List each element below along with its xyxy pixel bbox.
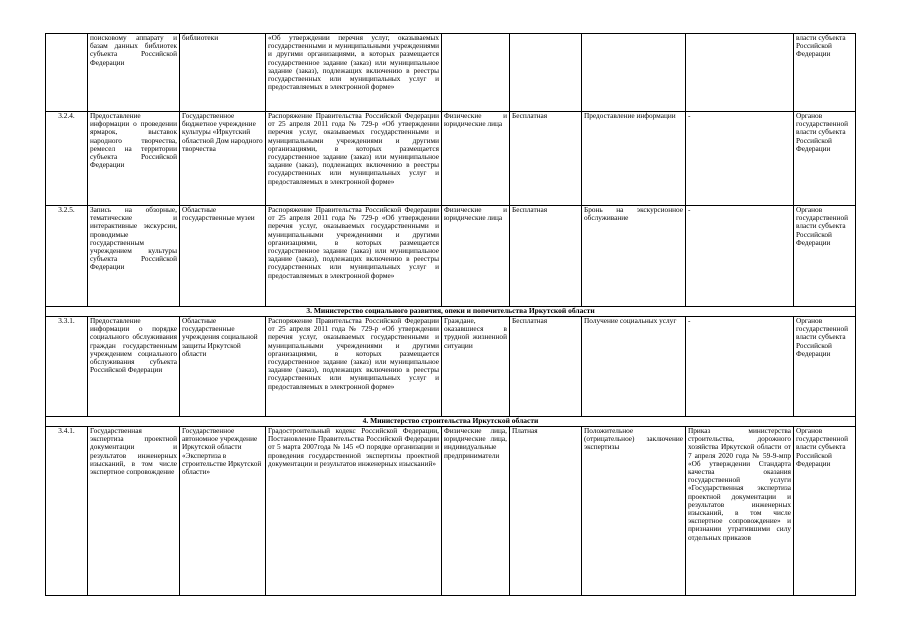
table-row [46, 427, 856, 596]
row-number: 3.3.1. [46, 317, 88, 417]
row-number: 3.2.4. [46, 112, 88, 206]
service-result: Получение социальных услуг [582, 317, 686, 417]
payment-type: Бесплатная [510, 112, 582, 206]
service-provider: Областные государственные учреждения социальной защиты Иркутской области [180, 317, 266, 417]
quality-regulation: - [686, 206, 794, 307]
row-number: 3.2.5. [46, 206, 88, 307]
quality-regulation: Приказ министерства строительства, дорожного хозяйства Иркутской области от 7 апреля 2020 года № 59-9-мпр «Об утверждении Стандарта качества оказания государственной услуги «Государственная экспертиза проектной документации и результатов инженерных изысканий, в том числе экспертное сопровождение» и признании утратившими силу отдельных приказов [686, 427, 794, 596]
table-row [46, 112, 856, 206]
service-provider: Государственное автономное учреждение Иркутской области «Экспертиза в строительстве Иркутской области» [180, 427, 266, 596]
payment-type: Бесплатная [510, 206, 582, 307]
service-name: Запись на обзорные, тематические и интерактивные экскурсии, проводимые государственным учреждением культуры субъекта Российской Федерации [88, 206, 180, 307]
row-number [46, 34, 88, 112]
document-page [45, 33, 856, 596]
service-name: поисковому аппарату и базам данных библиотек субъекта Российской Федерации [88, 34, 180, 112]
section-header-row [46, 417, 856, 427]
authority: Органов государственной власти субъекта Российской Федерации [794, 206, 856, 307]
service-recipients: Граждане, оказавшиеся в трудной жизненной ситуации [442, 317, 510, 417]
service-name: Предоставление информации о порядке социального обслуживания граждан государственным учреждением социального обслуживания субъекта Российской Федерации [88, 317, 180, 417]
service-recipients [442, 34, 510, 112]
table-row [46, 206, 856, 307]
quality-regulation [686, 34, 794, 112]
authority: Органов государственной власти субъекта Российской Федерации [794, 112, 856, 206]
payment-type: Платная [510, 427, 582, 596]
legal-basis: Распоряжение Правительства Российской Федерации от 25 апреля 2011 года № 729-р «Об утверждении перечня услуг, оказываемых государственными и муниципальными учреждениями и другими организациями, в которых размещается государственное задание (заказ) или муниципальное задание (заказ), подлежащих включению в реестры государственных или муниципальных услуг и предоставляемых в электронной форме» [266, 112, 442, 206]
payment-type: Бесплатная [510, 317, 582, 417]
service-provider: Областные государственные музеи [180, 206, 266, 307]
section-title: 4. Министерство строительства Иркутской области [46, 417, 856, 427]
service-result: Предоставление информации [582, 112, 686, 206]
service-result: Бронь на экскурсионное обслуживание [582, 206, 686, 307]
section-title: 3. Министерство социального развития, опеки и попечительства Иркутской области [46, 307, 856, 317]
authority: Органов государственной власти субъекта Российской Федерации [794, 317, 856, 417]
section-header-row [46, 307, 856, 317]
service-recipients: Физические и юридические лица [442, 112, 510, 206]
quality-regulation: - [686, 317, 794, 417]
service-name: Предоставление информации о проведении ярмарок, выставок народного творчества, ремесел на территории субъекта Российской Федерации [88, 112, 180, 206]
service-name: Государственная экспертиза проектной документации и результатов инженерных изысканий, в том числе экспертное сопровождение [88, 427, 180, 596]
row-number: 3.4.1. [46, 427, 88, 596]
service-recipients: Физические лица, юридические лица, индивидуальные предприниматели [442, 427, 510, 596]
quality-regulation: - [686, 112, 794, 206]
service-result: Положительное (отрицательное) заключение экспертизы [582, 427, 686, 596]
service-provider: Государственное бюджетное учреждение культуры «Иркутский областной Дом народного творчества [180, 112, 266, 206]
service-recipients: Физические и юридические лица [442, 206, 510, 307]
authority: власти субъекта Российской Федерации [794, 34, 856, 112]
legal-basis: Распоряжение Правительства Российской Федерации от 25 апреля 2011 года № 729-р «Об утверждении перечня услуг, оказываемых государственными и муниципальными учреждениями и другими организациями, в которых размещается государственное задание (заказ) или муниципальное задание (заказ), подлежащих включению в реестры государственных или муниципальных услуг и предоставляемых в электронной форме» [266, 206, 442, 307]
legal-basis: Градостроительный кодекс Российской Федерации, Постановление Правительства Российской Федерации от 5 марта 2007года № 145 «О порядке организации и проведения государственной экспертизы проектной документации и результатов инженерных изысканий» [266, 427, 442, 596]
table-row [46, 34, 856, 112]
authority: Органов государственной власти субъекта Российской Федерации [794, 427, 856, 596]
payment-type [510, 34, 582, 112]
service-provider: библиотеки [180, 34, 266, 112]
service-result [582, 34, 686, 112]
legal-basis: «Об утверждении перечня услуг, оказываемых государственными и муниципальными учреждениями и другими организациями, в которых размещается государственное задание (заказ) или муниципальное задание (заказ), подлежащих включению в реестры государственных или муниципальных услуг и предоставляемых в электронной форме» [266, 34, 442, 112]
table-row [46, 317, 856, 417]
services-table [45, 33, 856, 596]
legal-basis: Распоряжение Правительства Российской Федерации от 25 апреля 2011 года № 729-р «Об утверждении перечня услуг, оказываемых государственными и муниципальными учреждениями и другими организациями, в которых размещается государственное задание (заказ) или муниципальное задание (заказ), подлежащих включению в реестры государственных или муниципальных услуг и предоставляемых в электронной форме» [266, 317, 442, 417]
